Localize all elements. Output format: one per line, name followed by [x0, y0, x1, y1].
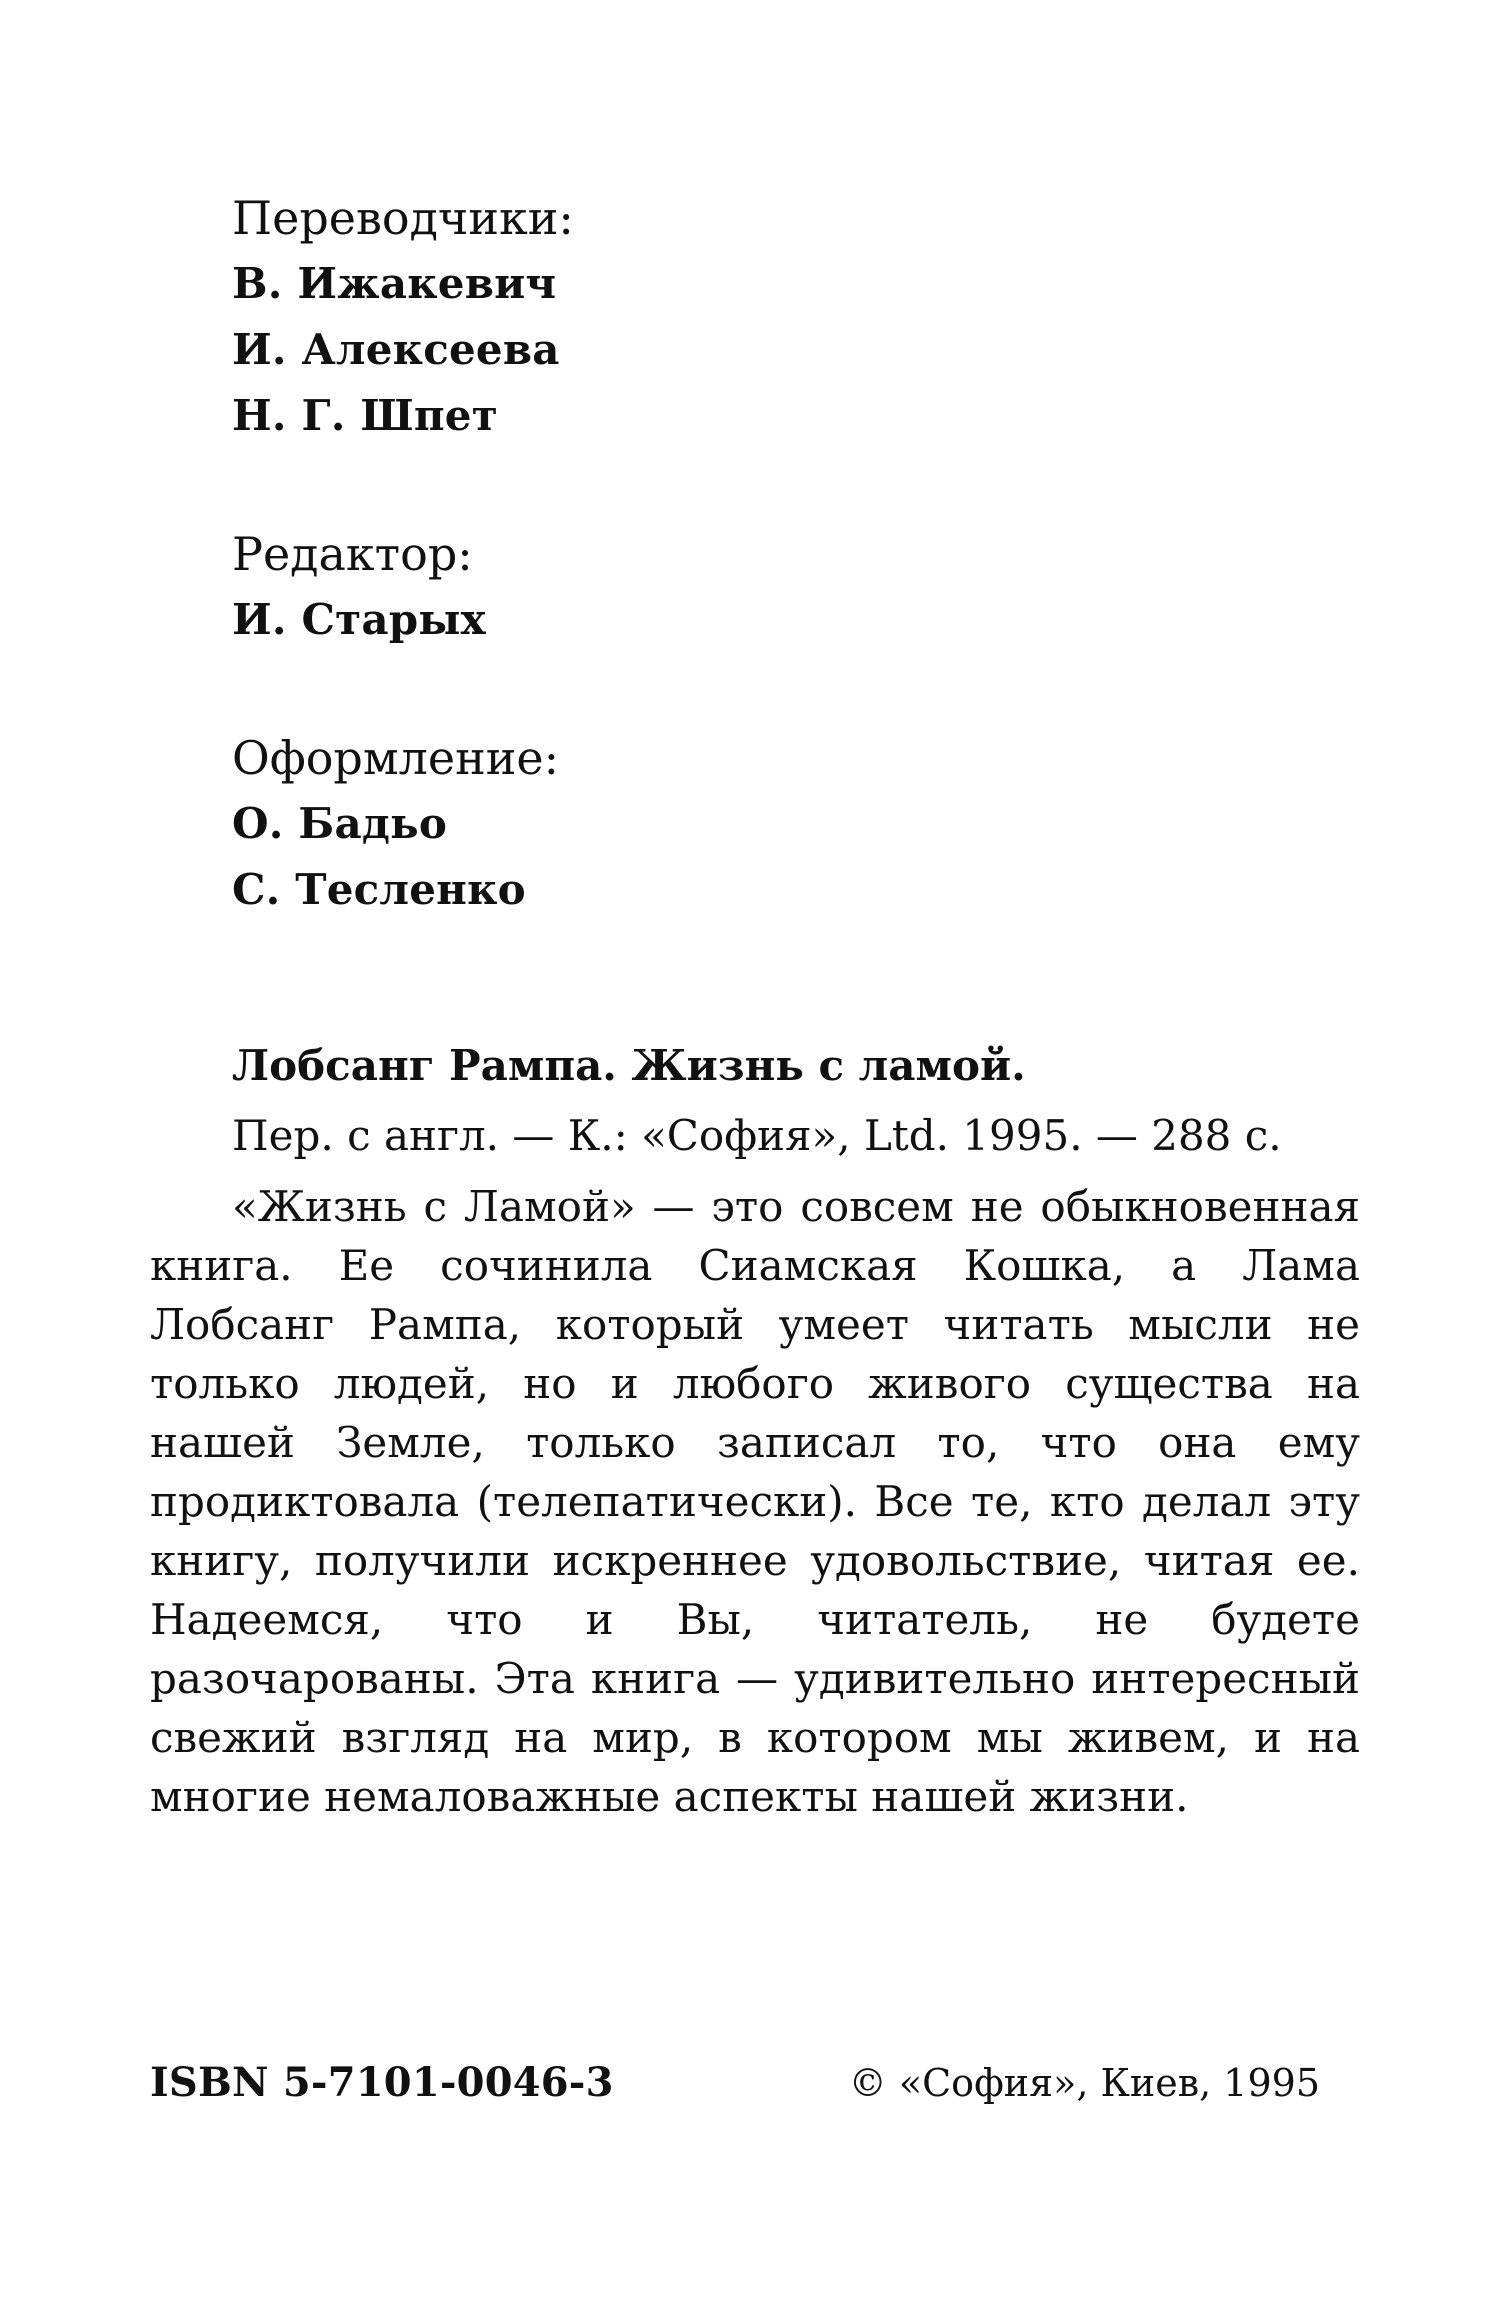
translators-label: Переводчики: — [232, 191, 574, 245]
editor-label: Редактор: — [232, 527, 473, 581]
editor-group — [232, 521, 1132, 653]
book-title: Лобсанг Рампа. Жизнь с ламой. — [232, 1041, 1026, 1090]
designer-name: О. Бадьо — [232, 799, 448, 848]
credits-section — [232, 185, 1132, 995]
publication-info: Пер. с англ. — К.: «София», Ltd. 1995. — 288 с. — [232, 1111, 1282, 1160]
translator-name: И. Алексеева — [232, 325, 560, 374]
isbn-number: ISBN 5-7101-0046-3 — [150, 2059, 614, 2106]
translator-name: Н. Г. Шпет — [232, 391, 498, 440]
designer-name: С. Тесленко — [232, 865, 526, 914]
translators-group — [232, 185, 1132, 449]
design-group — [232, 725, 1132, 923]
book-annotation: «Жизнь с Ламой» — это совсем не обыкновенная книга. Ее сочинила Сиамская Кошка, а Лама Лобсанг Рампа, который умеет читать мысли не только людей, но и любого живого существа на нашей Земле, только записал то, что она ему продиктовала (телепатически). Все те, кто делал эту книгу, получили искреннее удовольствие, читая ее. Надеемся, что и Вы, читатель, не будете разочарованы. Эта книга — удивительно интересный свежий взгляд на мир, в котором мы живем, и на многие немаловажные аспекты нашей жизни. — [150, 1182, 1360, 1821]
translator-name: В. Ижакевич — [232, 259, 557, 308]
copyright-notice: © «София», Киев, 1995 — [848, 2061, 1320, 2105]
book-description — [150, 1035, 1360, 1826]
editor-name: И. Старых — [232, 595, 486, 644]
page-footer — [150, 2055, 1320, 2135]
design-label: Оформление: — [232, 731, 560, 785]
